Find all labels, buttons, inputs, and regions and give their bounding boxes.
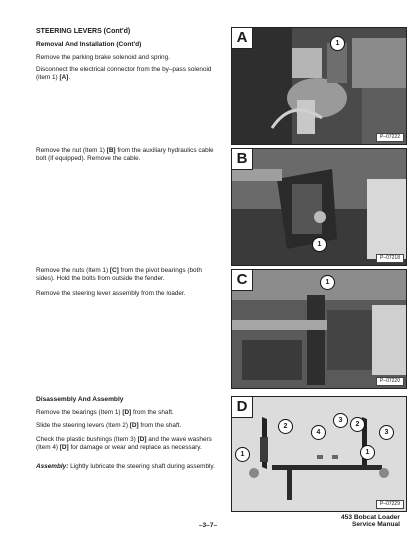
page-number: –3–7– (198, 522, 218, 529)
callout: 1 (235, 447, 250, 462)
callout: 1 (330, 36, 345, 51)
paragraph: Disconnect the electrical connector from the by–pass solenoid (item 1) [A]. (36, 66, 212, 82)
callout: 1 (320, 275, 335, 290)
removal-heading: Removal And Installation (Cont'd) (36, 41, 142, 48)
callout: 2 (278, 419, 293, 434)
manual-title: 453 Bobcat Loader Service Manual (341, 514, 400, 528)
paragraph: Remove the nuts (Item 1) [C] from the pivot bearings (both sides). Hold the bolts from outside the fender. (36, 267, 202, 283)
figure-letter: D (232, 397, 253, 418)
figure-b-photo (231, 148, 407, 266)
photo-code: P–07218 (376, 254, 404, 263)
paragraph: Remove the bearings (Item 1) [D] from the shaft. (36, 409, 174, 416)
photo-code: P–07229 (376, 500, 404, 509)
callout: 1 (312, 237, 327, 252)
paragraph: Assembly: Lightly lubricate the steering shaft during assembly. (36, 463, 215, 470)
figure-c-photo (231, 269, 407, 389)
disassembly-heading: Disassembly And Assembly (36, 396, 124, 403)
figure-letter: B (232, 149, 253, 170)
figure-a-photo (231, 27, 407, 145)
callout: 1 (360, 445, 375, 460)
photo-code: P–07220 (376, 377, 404, 386)
section-title: STEERING LEVERS (Cont'd) (36, 28, 131, 35)
paragraph: Remove the nut (Item 1) [B] from the auxiliary hydraulics cable bolt (if equipped). Remove the cable. (36, 147, 214, 163)
callout: 4 (311, 425, 326, 440)
callout: 2 (350, 417, 365, 432)
paragraph: Slide the steering levers (Item 2) [D] from the shaft. (36, 422, 182, 429)
paragraph: Check the plastic bushings (Item 3) [D] and the wave washers (Item 4) [D] for damage or wear and replace as necessary. (36, 436, 212, 452)
callout: 3 (379, 425, 394, 440)
figure-letter: C (232, 270, 253, 291)
photo-code: P–07222 (376, 133, 404, 142)
callout: 3 (333, 413, 348, 428)
paragraph: Remove the parking brake solenoid and spring. (36, 54, 170, 61)
figure-letter: A (232, 28, 253, 49)
paragraph: Remove the steering lever assembly from the loader. (36, 290, 186, 297)
figure-d-photo (231, 396, 407, 512)
